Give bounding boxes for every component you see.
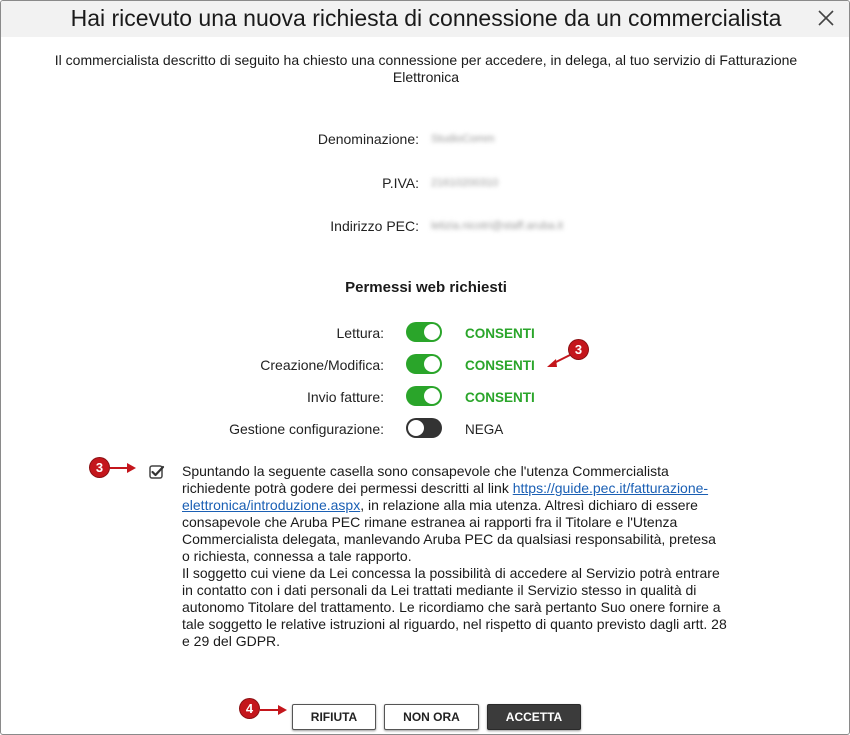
toggle-knob bbox=[408, 420, 424, 436]
permission-label-lettura: Lettura: bbox=[336, 325, 384, 341]
annotation-arrow-icon bbox=[259, 703, 289, 717]
toggle-creazione[interactable] bbox=[406, 354, 442, 374]
pec-label: Indirizzo PEC: bbox=[330, 218, 419, 234]
permissions-title: Permessi web richiesti bbox=[345, 279, 507, 296]
consent-text bbox=[182, 463, 727, 650]
toggle-knob bbox=[424, 324, 440, 340]
consent-text-before: Spuntando la seguente casella sono consapevole che l'utenza Commercialista richiedente potrà godere dei permessi descritti al link bbox=[182, 463, 669, 496]
consent-checkbox[interactable] bbox=[149, 464, 165, 480]
piva-label: P.IVA: bbox=[382, 175, 419, 191]
permission-status-lettura: CONSENTI bbox=[465, 326, 535, 341]
permission-label-invio: Invio fatture: bbox=[306, 389, 384, 405]
piva-value: 21610200310 bbox=[431, 177, 499, 189]
toggle-lettura[interactable] bbox=[406, 322, 442, 342]
not-now-button[interactable]: NON ORA bbox=[384, 704, 479, 730]
annotation-arrow-icon bbox=[109, 461, 137, 475]
pec-value: letizia.nicotri@staff.aruba.it bbox=[431, 220, 564, 232]
consent-paragraph-2: Il soggetto cui viene da Lei concessa la possibilità di accedere al Servizio potrà entrare in contatto con i dati personali da Lei trattati mediante il Servizio stesso in qualità di autonomo Titolare del trattamento. Le ricordiamo che sarà pertanto Suo onere fornire a tale soggetto le relative istruzioni al riguardo, nel rispetto di quanto previsto dagli artt. 28 e 29 del GDPR. bbox=[182, 565, 727, 649]
denominazione-label: Denominazione: bbox=[317, 131, 419, 147]
annotation-badge-checkbox: 3 bbox=[90, 458, 109, 477]
annotation-badge-buttons: 4 bbox=[240, 699, 259, 718]
permission-status-creazione: CONSENTI bbox=[465, 358, 535, 373]
permission-label-creazione: Creazione/Modifica: bbox=[260, 357, 384, 373]
dialog-title: Hai ricevuto una nuova richiesta di connessione da un commercialista bbox=[70, 5, 782, 31]
reject-button[interactable]: RIFIUTA bbox=[292, 704, 376, 730]
permission-status-invio: CONSENTI bbox=[465, 390, 535, 405]
permission-status-gestione: NEGA bbox=[465, 422, 504, 437]
annotation-badge-permissions: 3 bbox=[569, 340, 588, 359]
close-icon[interactable] bbox=[815, 7, 837, 29]
toggle-gestione[interactable] bbox=[406, 418, 442, 438]
guide-link[interactable]: https://guide.pec.it/fatturazione-elettronica/introduzione.aspx bbox=[182, 480, 709, 513]
toggle-invio[interactable] bbox=[406, 386, 442, 406]
denominazione-value: StudioComm bbox=[431, 133, 495, 145]
intro-text: Il commercialista descritto di seguito ha chiesto una connessione per accedere, in delega, al tuo servizio di Fatturazione Elettronica bbox=[54, 52, 798, 85]
toggle-knob bbox=[424, 388, 440, 404]
accept-button[interactable]: ACCETTA bbox=[487, 704, 581, 730]
consent-text-after: , in relazione alla mia utenza. Altresì dichiaro di essere consapevole che Aruba PEC rimane estranea ai rapporti fra il Titolare e l'Utenza Commercialista delegata, manlevando Aruba PEC da qualsiasi responsabilità, pretesa o richiesta, connessa a tale rapporto. bbox=[182, 497, 716, 564]
toggle-knob bbox=[424, 356, 440, 372]
permission-label-gestione: Gestione configurazione: bbox=[229, 421, 384, 437]
